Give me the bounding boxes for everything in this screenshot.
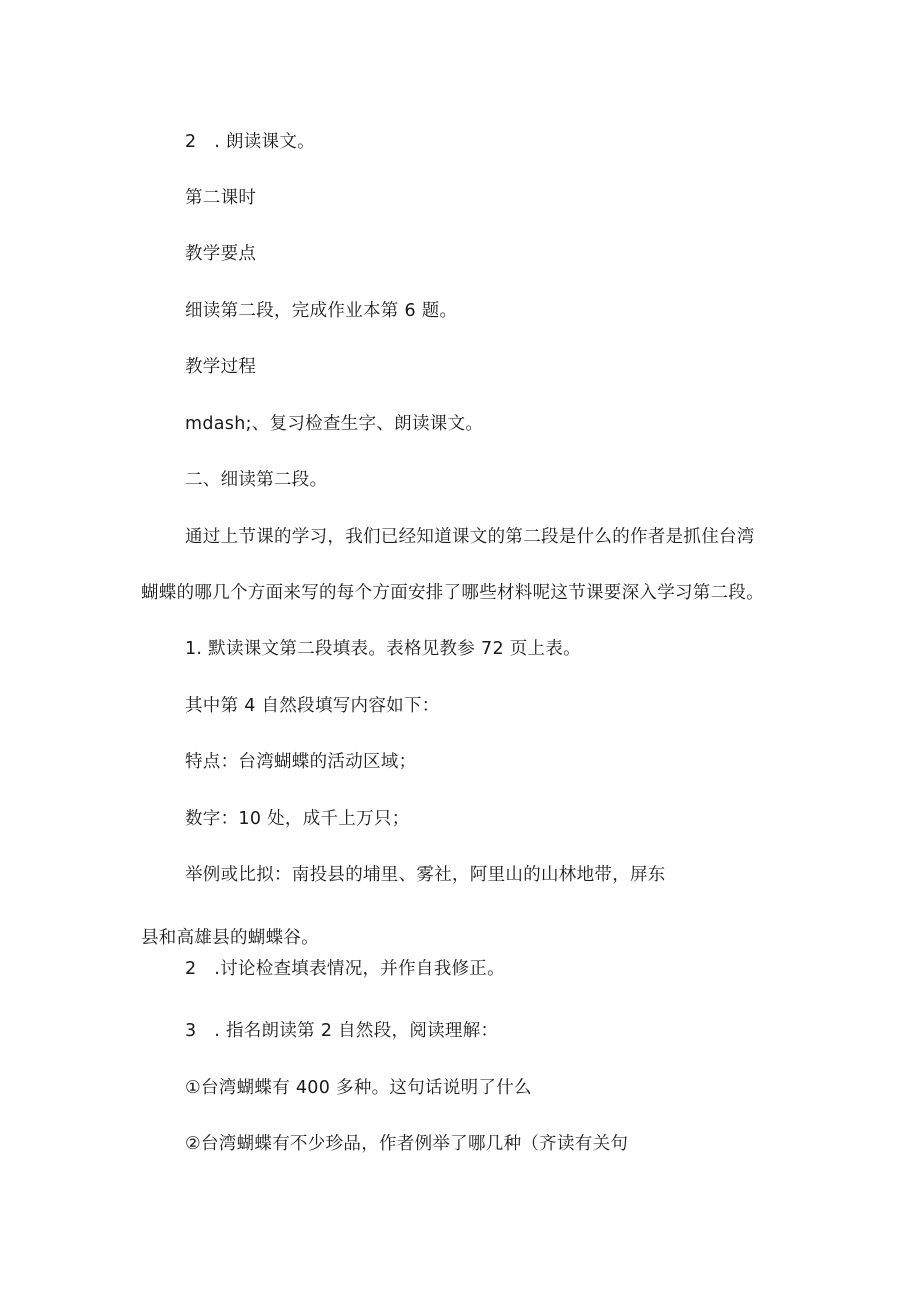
text-line-19: ②台湾蝴蝶有不少珍品，作者例举了哪几种（齐读有关句 [185,1134,629,1154]
section-heading-process: 教学过程 [185,357,257,377]
text-line-15: 县和高雄县的蝴蝶谷。 [141,928,319,948]
text-line-11: 其中第 4 自然段填写内容如下： [185,696,440,716]
paragraph-line-1: 通过上节课的学习，我们已经知道课文的第二段是什么的作者是抓住台湾 [185,527,755,547]
text-line-17: 3 . 指名朗读第 2 自然段，阅读理解： [185,1021,499,1041]
text-line-10: 1. 默读课文第二段填表。表格见教参 72 页上表。 [185,639,581,659]
text-line-6: mdash;、复习检查生字、朗读课文。 [185,414,484,434]
text-line-18: ①台湾蝴蝶有 400 多种。这句话说明了什么 [185,1078,532,1098]
text-line-12: 特点：台湾蝴蝶的活动区域； [185,752,417,772]
paragraph-line-2: 蝴蝶的哪几个方面来写的每个方面安排了哪些材料呢这节课要深入学习第二段。 [141,583,764,603]
text-line-4: 细读第二段，完成作业本第 6 题。 [185,301,458,321]
section-heading-key-points: 教学要点 [185,244,257,264]
text-line-7: 二、细读第二段。 [185,470,328,490]
text-line-1: 2 . 朗读课文。 [185,132,315,152]
text-line-14: 举例或比拟：南投县的埔里、雾社，阿里山的山林地带，屏东 [185,865,666,885]
text-line-13: 数字：10 处，成千上万只； [185,809,410,829]
text-line-16: 2 .讨论检查填表情况，并作自我修正。 [185,959,505,979]
lesson-heading: 第二课时 [185,188,257,208]
